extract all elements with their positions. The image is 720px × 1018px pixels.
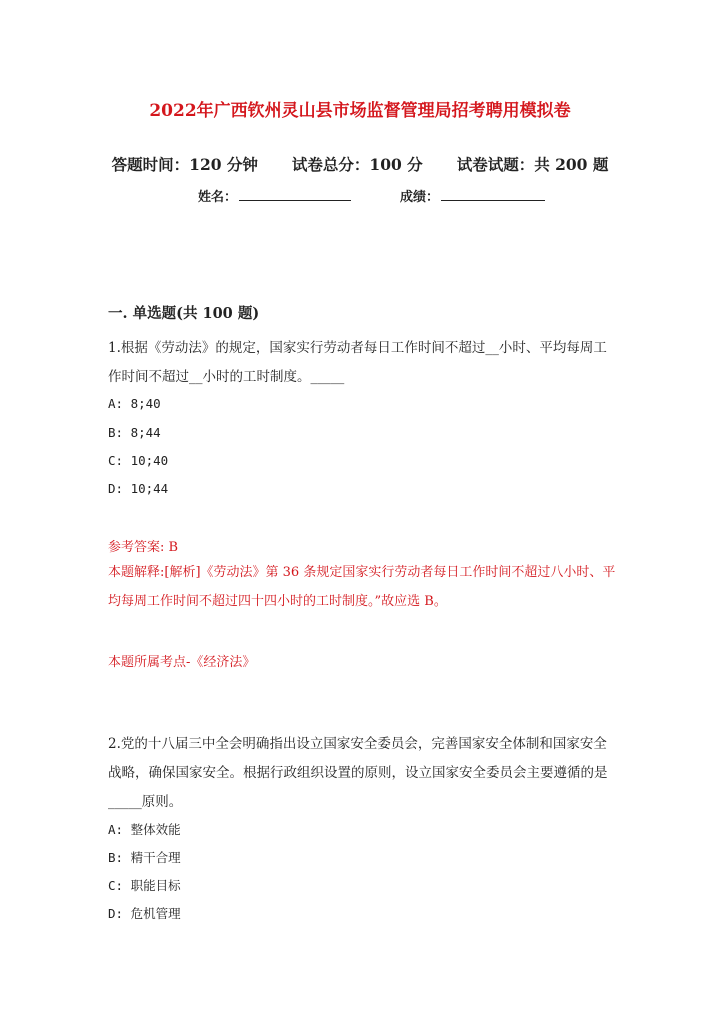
- question-2-text: 2.党的十八届三中全会明确指出设立国家安全委员会，完善国家安全体制和国家安全战略，确保国家安全。根据行政组织设置的原则，设立国家安全委员会主要遵循的是_____原则。: [108, 736, 608, 810]
- question-1-option-d: D: 10;44: [108, 481, 169, 496]
- time-label: 答题时间：120 分钟: [111, 155, 258, 174]
- question-1-explanation: 本题解释:[解析]《劳动法》第 36 条规定国家实行劳动者每日工作时间不超过八小时、平均每周工作时间不超过四十四小时的工时制度。”故应选 B。: [108, 565, 616, 609]
- section-title: 一. 单选题(共 100 题): [108, 305, 260, 322]
- name-field: [198, 186, 351, 205]
- grade-blank-line: [441, 188, 545, 201]
- question-1-option-a: A: 8;40: [108, 396, 161, 411]
- grade-field: [400, 186, 545, 205]
- grade-label: 成绩：: [400, 190, 440, 205]
- question-1-text: 1.根据《劳动法》的规定，国家实行劳动者每日工作时间不超过__小时、平均每周工作时间不超过__小时的工时制度。_____: [108, 340, 607, 385]
- question-1-topic: 本题所属考点-《经济法》: [108, 655, 256, 670]
- question-1-option-c: C: 10;40: [108, 453, 169, 468]
- question-2-option-b: B: 精干合理: [108, 850, 181, 865]
- exam-title: 2022年广西钦州灵山县市场监督管理局招考聘用模拟卷: [149, 101, 571, 121]
- score-label: 试卷总分：100 分: [291, 155, 423, 174]
- question-1-option-b: B: 8;44: [108, 425, 161, 440]
- question-2-option-a: A: 整体效能: [108, 822, 181, 837]
- question-1-answer: 参考答案: B: [108, 540, 179, 555]
- exam-meta: [0, 153, 720, 175]
- count-label: 试卷试题：共 200 题: [456, 155, 609, 174]
- question-2-option-c: C: 职能目标: [108, 878, 181, 893]
- name-label: 姓名：: [198, 190, 238, 205]
- question-2-option-d: D: 危机管理: [108, 906, 181, 921]
- name-blank-line: [239, 188, 351, 201]
